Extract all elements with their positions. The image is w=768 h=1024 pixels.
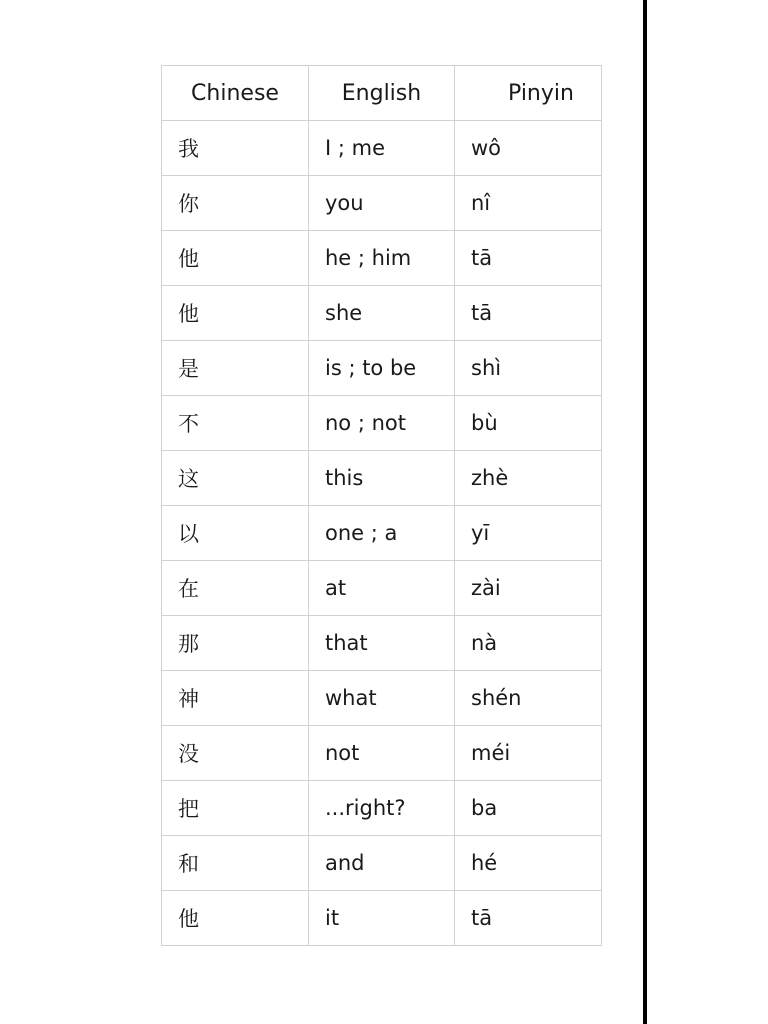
column-header-pinyin: Pinyin: [455, 66, 602, 121]
table-row: [162, 671, 602, 726]
vocabulary-table: [161, 65, 602, 946]
cell-pinyin: yī: [455, 506, 602, 561]
cell-pinyin: ba: [455, 781, 602, 836]
cell-english: you: [309, 176, 455, 231]
cell-chinese: 把: [162, 781, 309, 836]
cell-english: she: [309, 286, 455, 341]
cell-pinyin: wô: [455, 121, 602, 176]
cell-english: it: [309, 891, 455, 946]
cell-pinyin: zài: [455, 561, 602, 616]
table-row: [162, 341, 602, 396]
cell-chinese: 他: [162, 891, 309, 946]
table-row: [162, 506, 602, 561]
table-row: [162, 726, 602, 781]
cell-pinyin: shén: [455, 671, 602, 726]
cell-chinese: 这: [162, 451, 309, 506]
column-header-english: English: [309, 66, 455, 121]
cell-pinyin: hé: [455, 836, 602, 891]
cell-chinese: 以: [162, 506, 309, 561]
table-row: [162, 121, 602, 176]
cell-english: that: [309, 616, 455, 671]
cell-english: is ; to be: [309, 341, 455, 396]
page-edge-line: [643, 0, 647, 1024]
cell-pinyin: nà: [455, 616, 602, 671]
cell-pinyin: tā: [455, 231, 602, 286]
table-row: [162, 781, 602, 836]
cell-english: not: [309, 726, 455, 781]
table-header-row: [162, 66, 602, 121]
table-row: [162, 231, 602, 286]
cell-pinyin: zhè: [455, 451, 602, 506]
cell-chinese: 他: [162, 231, 309, 286]
table-row: [162, 891, 602, 946]
table-row: [162, 286, 602, 341]
cell-english: he ; him: [309, 231, 455, 286]
cell-pinyin: méi: [455, 726, 602, 781]
cell-chinese: 和: [162, 836, 309, 891]
cell-chinese: 没: [162, 726, 309, 781]
table-row: [162, 176, 602, 231]
cell-english: no ; not: [309, 396, 455, 451]
cell-chinese: 神: [162, 671, 309, 726]
table-row: [162, 616, 602, 671]
table-row: [162, 561, 602, 616]
cell-chinese: 他: [162, 286, 309, 341]
cell-english: ...right?: [309, 781, 455, 836]
cell-pinyin: shì: [455, 341, 602, 396]
cell-english: and: [309, 836, 455, 891]
cell-chinese: 那: [162, 616, 309, 671]
cell-chinese: 我: [162, 121, 309, 176]
cell-english: at: [309, 561, 455, 616]
table-row: [162, 396, 602, 451]
cell-pinyin: bù: [455, 396, 602, 451]
cell-pinyin: tā: [455, 286, 602, 341]
cell-pinyin: nî: [455, 176, 602, 231]
cell-english: what: [309, 671, 455, 726]
cell-chinese: 在: [162, 561, 309, 616]
cell-pinyin: tā: [455, 891, 602, 946]
cell-chinese: 你: [162, 176, 309, 231]
cell-english: I ; me: [309, 121, 455, 176]
cell-chinese: 是: [162, 341, 309, 396]
cell-english: this: [309, 451, 455, 506]
column-header-chinese: Chinese: [162, 66, 309, 121]
table-row: [162, 451, 602, 506]
table-row: [162, 836, 602, 891]
cell-chinese: 不: [162, 396, 309, 451]
cell-english: one ; a: [309, 506, 455, 561]
